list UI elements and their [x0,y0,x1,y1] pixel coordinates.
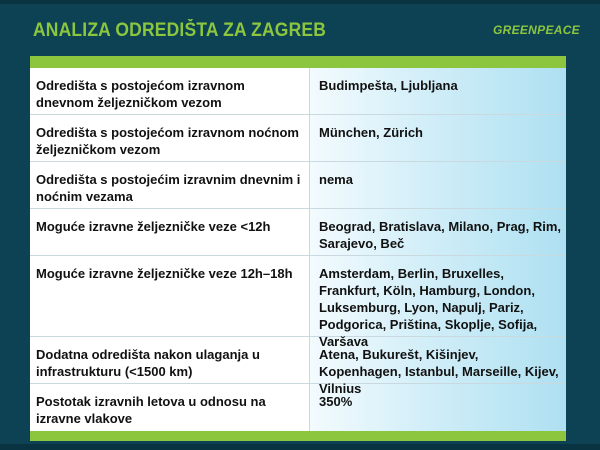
greenpeace-logo: GREENPEACE [492,23,580,37]
table-row [30,337,566,396]
table-bottom-green-bar [30,431,566,441]
row-value: Atena, Bukurešt, Kišinjev, Kopenhagen, Istanbul, Marseille, Kijev, Vilnius [319,347,559,396]
row-value: Beograd, Bratislava, Milano, Prag, Rim, Sarajevo, Beč [319,219,562,251]
row-value: München, Zürich [319,125,423,140]
row-label: Moguće izravne željezničke veze <12h [36,219,271,234]
table-top-green-bar [30,56,566,68]
row-value: Amsterdam, Berlin, Bruxelles, Frankfurt, Köln, Hamburg, London, Luksemburg, Lyon, Napulj, Pariz, Podgorica, Priština, Skoplje, Sofija, Varšava [319,266,538,349]
table-row [30,384,566,431]
table-row [30,209,566,256]
header-top-line [0,0,600,4]
row-value: nema [319,172,353,187]
row-value: 350% [319,394,353,409]
table-row [30,162,566,209]
table-rows [30,68,566,431]
row-label: Dodatna odredišta nakon ulaganja u infrastrukturu (<1500 km) [36,347,260,379]
row-label: Postotak izravnih letova u odnosu na izravne vlakove [36,394,266,426]
table-row [30,68,566,115]
table-row [30,256,566,349]
row-label: Odredišta s postojećom izravnom dnevnom željezničkom vezom [36,78,245,110]
row-label: Moguće izravne željezničke veze 12h–18h [36,266,293,281]
row-value: Budimpešta, Ljubljana [319,78,458,93]
page-title: ANALIZA ODREDIŠTA ZA ZAGREB [33,20,327,41]
table-row [30,115,566,162]
row-label: Odredišta s postojećim izravnim dnevnim i noćnim vezama [36,172,301,204]
row-label: Odredišta s postojećom izravnom noćnom željezničkom vezom [36,125,299,157]
footer-strip [0,444,600,450]
header [0,0,600,56]
destinations-table [30,56,566,441]
